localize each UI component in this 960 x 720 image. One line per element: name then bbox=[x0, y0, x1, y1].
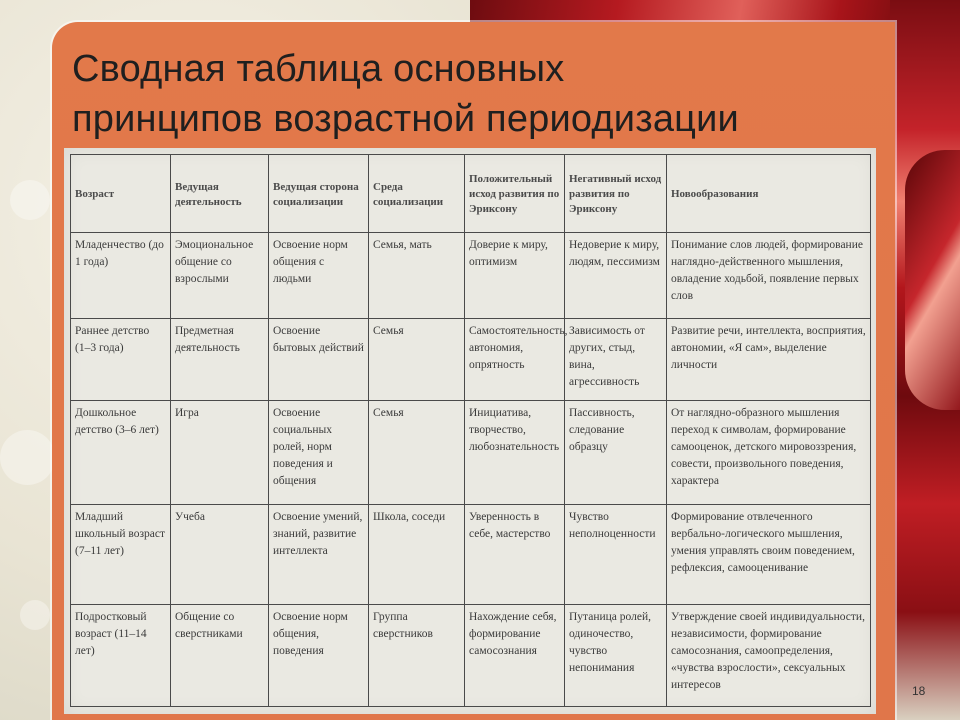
bokeh-light bbox=[20, 600, 50, 630]
header-positive-outcome: Положительный исход развития по Эриксону bbox=[465, 155, 565, 233]
page-number: 18 bbox=[912, 684, 926, 698]
table-header-row bbox=[71, 155, 871, 233]
table-cell: Освоение социальных ролей, норм поведения и общения bbox=[269, 401, 369, 505]
table-cell: Инициатива, творчество, любознательность bbox=[465, 401, 565, 505]
ribbon-bow-loop bbox=[905, 150, 960, 410]
table-cell: Чувство неполноценности bbox=[565, 505, 667, 605]
slide-title-line-2: принципов возрастной периодизации bbox=[72, 98, 739, 140]
table-row bbox=[71, 401, 871, 505]
table-cell: Эмоциональное общение со взрослыми bbox=[171, 233, 269, 319]
header-age: Возраст bbox=[71, 155, 171, 233]
table-row bbox=[71, 319, 871, 401]
table-cell: Доверие к миру, оптимизм bbox=[465, 233, 565, 319]
table-cell: Пассивность, следование образцу bbox=[565, 401, 667, 505]
table-cell: Семья bbox=[369, 319, 465, 401]
table-cell: Группа сверстников bbox=[369, 605, 465, 707]
header-negative-outcome: Негативный исход развития по Эриксону bbox=[565, 155, 667, 233]
table-cell: Раннее детство (1–3 года) bbox=[71, 319, 171, 401]
table-cell: Понимание слов людей, формирование наглядно-действенного мышления, овладение ходьбой, появление первых слов bbox=[667, 233, 871, 319]
table-cell: Освоение умений, знаний, развитие интеллекта bbox=[269, 505, 369, 605]
table-cell: Младший школьный возраст (7–11 лет) bbox=[71, 505, 171, 605]
table-cell: Школа, соседи bbox=[369, 505, 465, 605]
table-cell: Уверенность в себе, мастерство bbox=[465, 505, 565, 605]
table-cell: Семья, мать bbox=[369, 233, 465, 319]
table-cell: Дошкольное детство (3–6 лет) bbox=[71, 401, 171, 505]
table-cell: Самостоятельность, автономия, опрятность bbox=[465, 319, 565, 401]
table-row bbox=[71, 233, 871, 319]
table-cell: Утверждение своей индивидуальности, независимости, формирование самосознания, самоопределения, «чувства взрослости», сексуальных интересов bbox=[667, 605, 871, 707]
table-cell: Освоение норм общения, поведения bbox=[269, 605, 369, 707]
table-row bbox=[71, 605, 871, 707]
table-cell: Развитие речи, интеллекта, восприятия, автономии, «Я сам», выделение личности bbox=[667, 319, 871, 401]
table-cell: Учеба bbox=[171, 505, 269, 605]
header-socialization-environment: Среда социализации bbox=[369, 155, 465, 233]
table-cell: Нахождение себя, формирование самосознания bbox=[465, 605, 565, 707]
table-cell: Освоение норм общения с людьми bbox=[269, 233, 369, 319]
table-cell: Недоверие к миру, людям, пессимизм bbox=[565, 233, 667, 319]
table-cell: Игра bbox=[171, 401, 269, 505]
table-row bbox=[71, 505, 871, 605]
age-periodization-table bbox=[70, 154, 871, 707]
table-cell: Путаница ролей, одиночество, чувство непонимания bbox=[565, 605, 667, 707]
table-cell: Младенчество (до 1 года) bbox=[71, 233, 171, 319]
header-new-formations: Новообразования bbox=[667, 155, 871, 233]
table-cell: Формирование отвлеченного вербально-логического мышления, умения управлять своим поведением, рефлексия, самооценивание bbox=[667, 505, 871, 605]
table-cell: Подростковый возраст (11–14 лет) bbox=[71, 605, 171, 707]
slide-title bbox=[72, 44, 872, 144]
header-socialization-side: Ведущая сторона социализации bbox=[269, 155, 369, 233]
header-leading-activity: Ведущая деятельность bbox=[171, 155, 269, 233]
table-cell: Освоение бытовых действий bbox=[269, 319, 369, 401]
slide-title-line-1: Сводная таблица основных bbox=[72, 48, 565, 90]
bokeh-light bbox=[10, 180, 50, 220]
table-cell: Семья bbox=[369, 401, 465, 505]
table-cell: Общение со сверстниками bbox=[171, 605, 269, 707]
table-cell: Предметная деятельность bbox=[171, 319, 269, 401]
table-cell: От наглядно-образного мышления переход к символам, формирование самооценок, детского мировоззрения, совести, произвольного поведения, характера bbox=[667, 401, 871, 505]
table-cell: Зависимость от других, стыд, вина, агрессивность bbox=[565, 319, 667, 401]
scanned-table-image bbox=[64, 148, 876, 714]
bokeh-light bbox=[0, 430, 55, 485]
